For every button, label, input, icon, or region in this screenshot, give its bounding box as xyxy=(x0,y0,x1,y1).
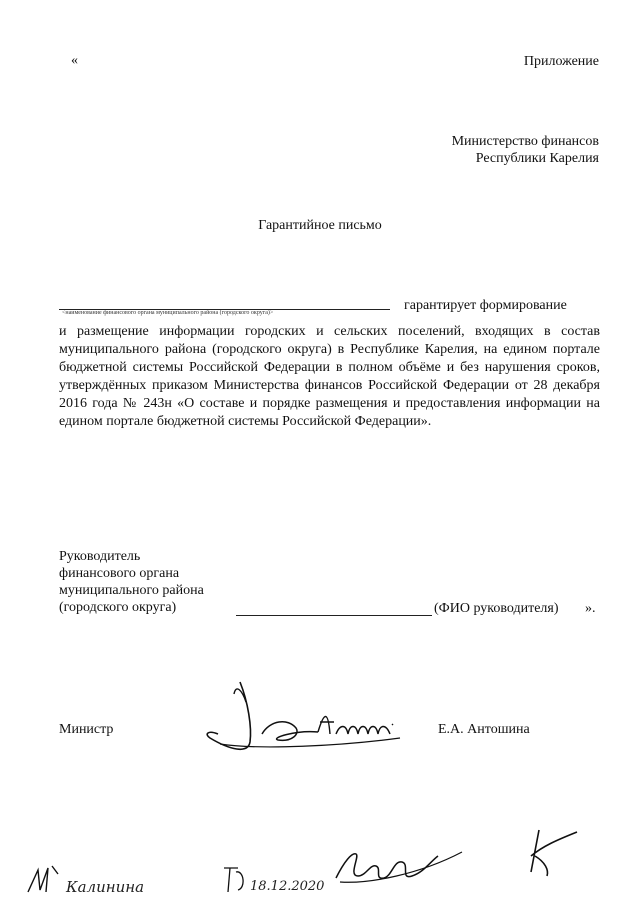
minister-signature xyxy=(200,672,430,762)
approval-mark-2 xyxy=(222,860,332,900)
approval-mark-1 xyxy=(24,852,174,902)
opening-quote: « xyxy=(71,53,78,68)
closing-quote: ». xyxy=(585,601,596,616)
addressee-line-2: Республики Карелия xyxy=(475,151,599,166)
org-name-blank-line xyxy=(59,294,390,310)
approval-mark-1-name: Калинина xyxy=(66,878,145,896)
guarantees-text: гарантирует формирование xyxy=(404,298,567,313)
fio-placeholder: (ФИО руководителя) xyxy=(434,601,559,616)
document-title: Гарантийное письмо xyxy=(258,218,382,233)
head-title-line-1: Руководитель xyxy=(59,549,141,564)
org-name-caption: <наименование финансового органа муниципального района (городского округа)> xyxy=(62,310,274,316)
head-title-line-4: (городского округа) xyxy=(59,600,177,615)
approval-signature-4 xyxy=(517,826,587,886)
head-title-line-2: финансового органа xyxy=(59,566,180,581)
head-signature-line xyxy=(236,598,432,616)
body-paragraph: и размещение информации городских и сельских поселений, входящих в состав муниципального района (городского округа) в Республике Карелия, на едином портале бюджетной системы Российской Федерации в полном объёме и без нарушения сроков, утверждённых приказом Министерства финансов Российской Федерации от 28 декабря 2016 года № 243н «О составе и порядке размещения и предоставления информации на едином портале бюджетной системы Российской Федерации». xyxy=(59,324,600,429)
addressee-line-1: Министерство финансов xyxy=(451,134,599,149)
head-signature-block xyxy=(59,548,204,616)
minister-position: Министр xyxy=(59,722,114,737)
approval-mark-2-date: 18.12.2020 xyxy=(250,879,325,894)
appendix-label: Приложение xyxy=(523,54,599,69)
approval-signature-3 xyxy=(330,832,470,892)
head-title-line-3: муниципального района xyxy=(59,583,204,598)
minister-name: Е.А. Антошина xyxy=(438,722,530,737)
addressee-block xyxy=(452,133,599,167)
